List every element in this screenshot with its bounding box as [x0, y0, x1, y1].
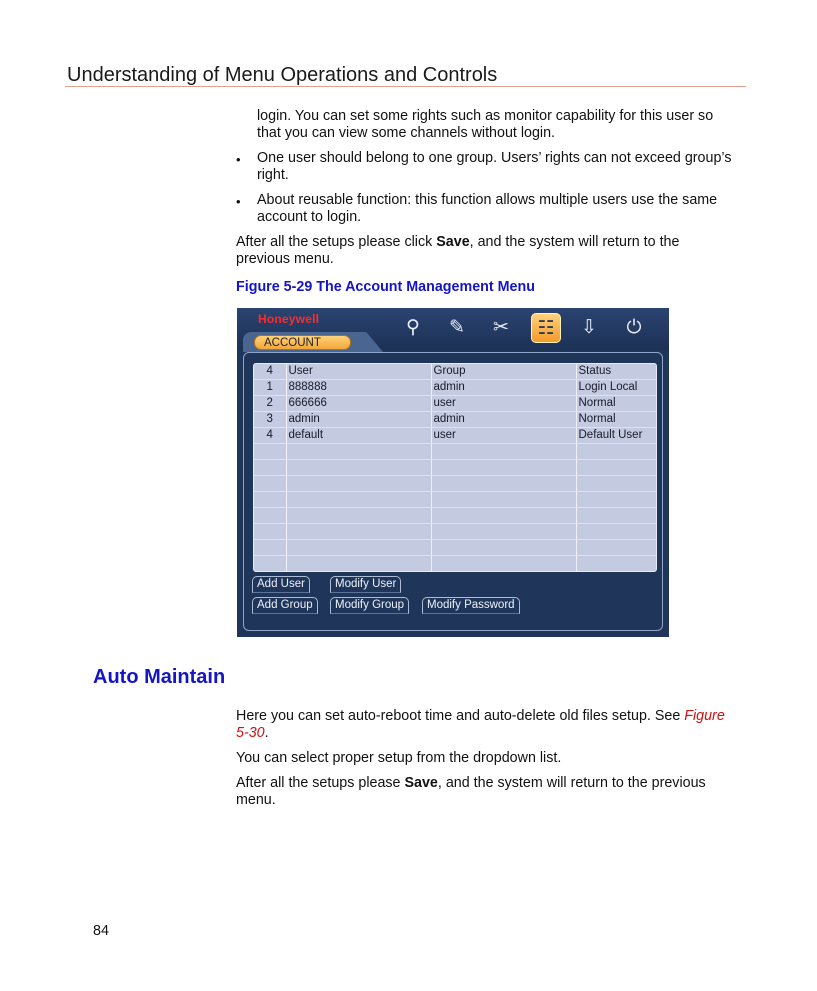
header-status: Status [576, 364, 656, 380]
header-group: Group [431, 364, 576, 380]
header-user: User [286, 364, 431, 380]
section-heading: Auto Maintain [93, 666, 226, 688]
auto-maintain-paragraph [236, 708, 736, 742]
empty-cell [286, 556, 431, 572]
row-number: 4 [254, 428, 286, 444]
empty-cell [254, 460, 286, 476]
empty-cell [576, 508, 656, 524]
page-number: 84 [93, 923, 109, 939]
bullet-marker: • [236, 194, 241, 209]
empty-cell [431, 524, 576, 540]
text-run: , and the system will return to the previous menu. [236, 775, 706, 808]
empty-table-row [254, 524, 656, 540]
text-run: . [264, 725, 269, 741]
empty-cell [286, 508, 431, 524]
group-cell: user [431, 428, 576, 444]
empty-table-row [254, 476, 656, 492]
info-icon[interactable]: ✎ [449, 317, 465, 338]
empty-cell [254, 444, 286, 460]
bullet-marker: • [236, 152, 241, 167]
empty-table-row [254, 508, 656, 524]
group-cell: admin [431, 412, 576, 428]
account-icon[interactable]: ☷ [531, 313, 561, 343]
empty-cell [431, 476, 576, 492]
text-run: After all the setups please [236, 775, 405, 791]
empty-cell [286, 524, 431, 540]
empty-cell [431, 460, 576, 476]
user-cell: 666666 [286, 396, 431, 412]
empty-cell [576, 540, 656, 556]
status-cell: Normal [576, 396, 656, 412]
modify-password-button[interactable]: Modify Password [422, 597, 520, 614]
empty-cell [576, 476, 656, 492]
add-group-button[interactable]: Add Group [252, 597, 318, 614]
text-run: , and the system will return to the previous menu. [236, 234, 680, 267]
modify-group-button[interactable]: Modify Group [330, 597, 409, 614]
save-instruction-paragraph-2 [236, 775, 736, 809]
bullet-item: One user should belong to one group. Users’ rights can not exceed group’s right. [257, 150, 732, 183]
user-cell: default [286, 428, 431, 444]
empty-cell [431, 540, 576, 556]
table-row[interactable] [254, 396, 656, 412]
figure-reference-link[interactable]: Figure 5-30 [236, 708, 725, 741]
header-count: 4 [254, 364, 286, 380]
group-cell: user [431, 396, 576, 412]
empty-cell [286, 540, 431, 556]
user-table [253, 363, 657, 572]
empty-cell [254, 476, 286, 492]
empty-cell [576, 460, 656, 476]
brand-logo: Honeywell [258, 312, 320, 326]
empty-cell [431, 492, 576, 508]
empty-cell [286, 460, 431, 476]
save-keyword: Save [436, 234, 470, 250]
empty-cell [431, 556, 576, 572]
table-row[interactable] [254, 412, 656, 428]
running-header: Understanding of Menu Operations and Controls [67, 64, 498, 86]
bullet-item: About reusable function: this function allows multiple users use the same account to login. [257, 192, 718, 225]
text-run: Here you can set auto-reboot time and auto-delete old files setup. See [236, 708, 685, 724]
table-row[interactable] [254, 380, 656, 396]
empty-cell [576, 524, 656, 540]
empty-table-row [254, 444, 656, 460]
modify-user-button[interactable]: Modify User [330, 576, 401, 593]
empty-cell [254, 556, 286, 572]
empty-cell [286, 444, 431, 460]
empty-cell [286, 492, 431, 508]
status-cell: Default User [576, 428, 656, 444]
row-number: 1 [254, 380, 286, 396]
status-cell: Login Local [576, 380, 656, 396]
empty-cell [576, 444, 656, 460]
backup-icon[interactable]: ⇩ [581, 317, 597, 338]
header-rule [65, 86, 746, 87]
row-number: 2 [254, 396, 286, 412]
empty-cell [254, 492, 286, 508]
group-cell: admin [431, 380, 576, 396]
figure-caption: Figure 5-29 The Account Management Menu [236, 279, 535, 295]
empty-cell [254, 524, 286, 540]
empty-table-row [254, 492, 656, 508]
user-cell: admin [286, 412, 431, 428]
save-keyword: Save [404, 775, 438, 791]
empty-cell [286, 476, 431, 492]
continuation-paragraph: login. You can set some rights such as monitor capability for this user so that you can view some channels without login. [257, 108, 714, 141]
empty-cell [576, 556, 656, 572]
user-cell: 888888 [286, 380, 431, 396]
empty-cell [576, 492, 656, 508]
empty-table-row [254, 460, 656, 476]
empty-table-row [254, 540, 656, 556]
empty-cell [431, 444, 576, 460]
table-header-row [254, 364, 656, 380]
empty-cell [431, 508, 576, 524]
add-user-button[interactable]: Add User [252, 576, 310, 593]
search-icon[interactable]: ⚲ [406, 317, 420, 338]
empty-cell [254, 508, 286, 524]
tools-icon[interactable]: ✂ [493, 317, 509, 338]
account-menu-screenshot [237, 308, 669, 637]
empty-table-row [254, 556, 656, 572]
text-run: After all the setups please click [236, 234, 437, 250]
tab-account[interactable]: ACCOUNT [254, 335, 351, 350]
save-instruction-paragraph [236, 234, 736, 268]
status-cell: Normal [576, 412, 656, 428]
dropdown-paragraph: You can select proper setup from the dropdown list. [236, 750, 562, 766]
table-row[interactable] [254, 428, 656, 444]
shutdown-icon[interactable]: ⏻ [626, 317, 642, 338]
empty-cell [254, 540, 286, 556]
row-number: 3 [254, 412, 286, 428]
